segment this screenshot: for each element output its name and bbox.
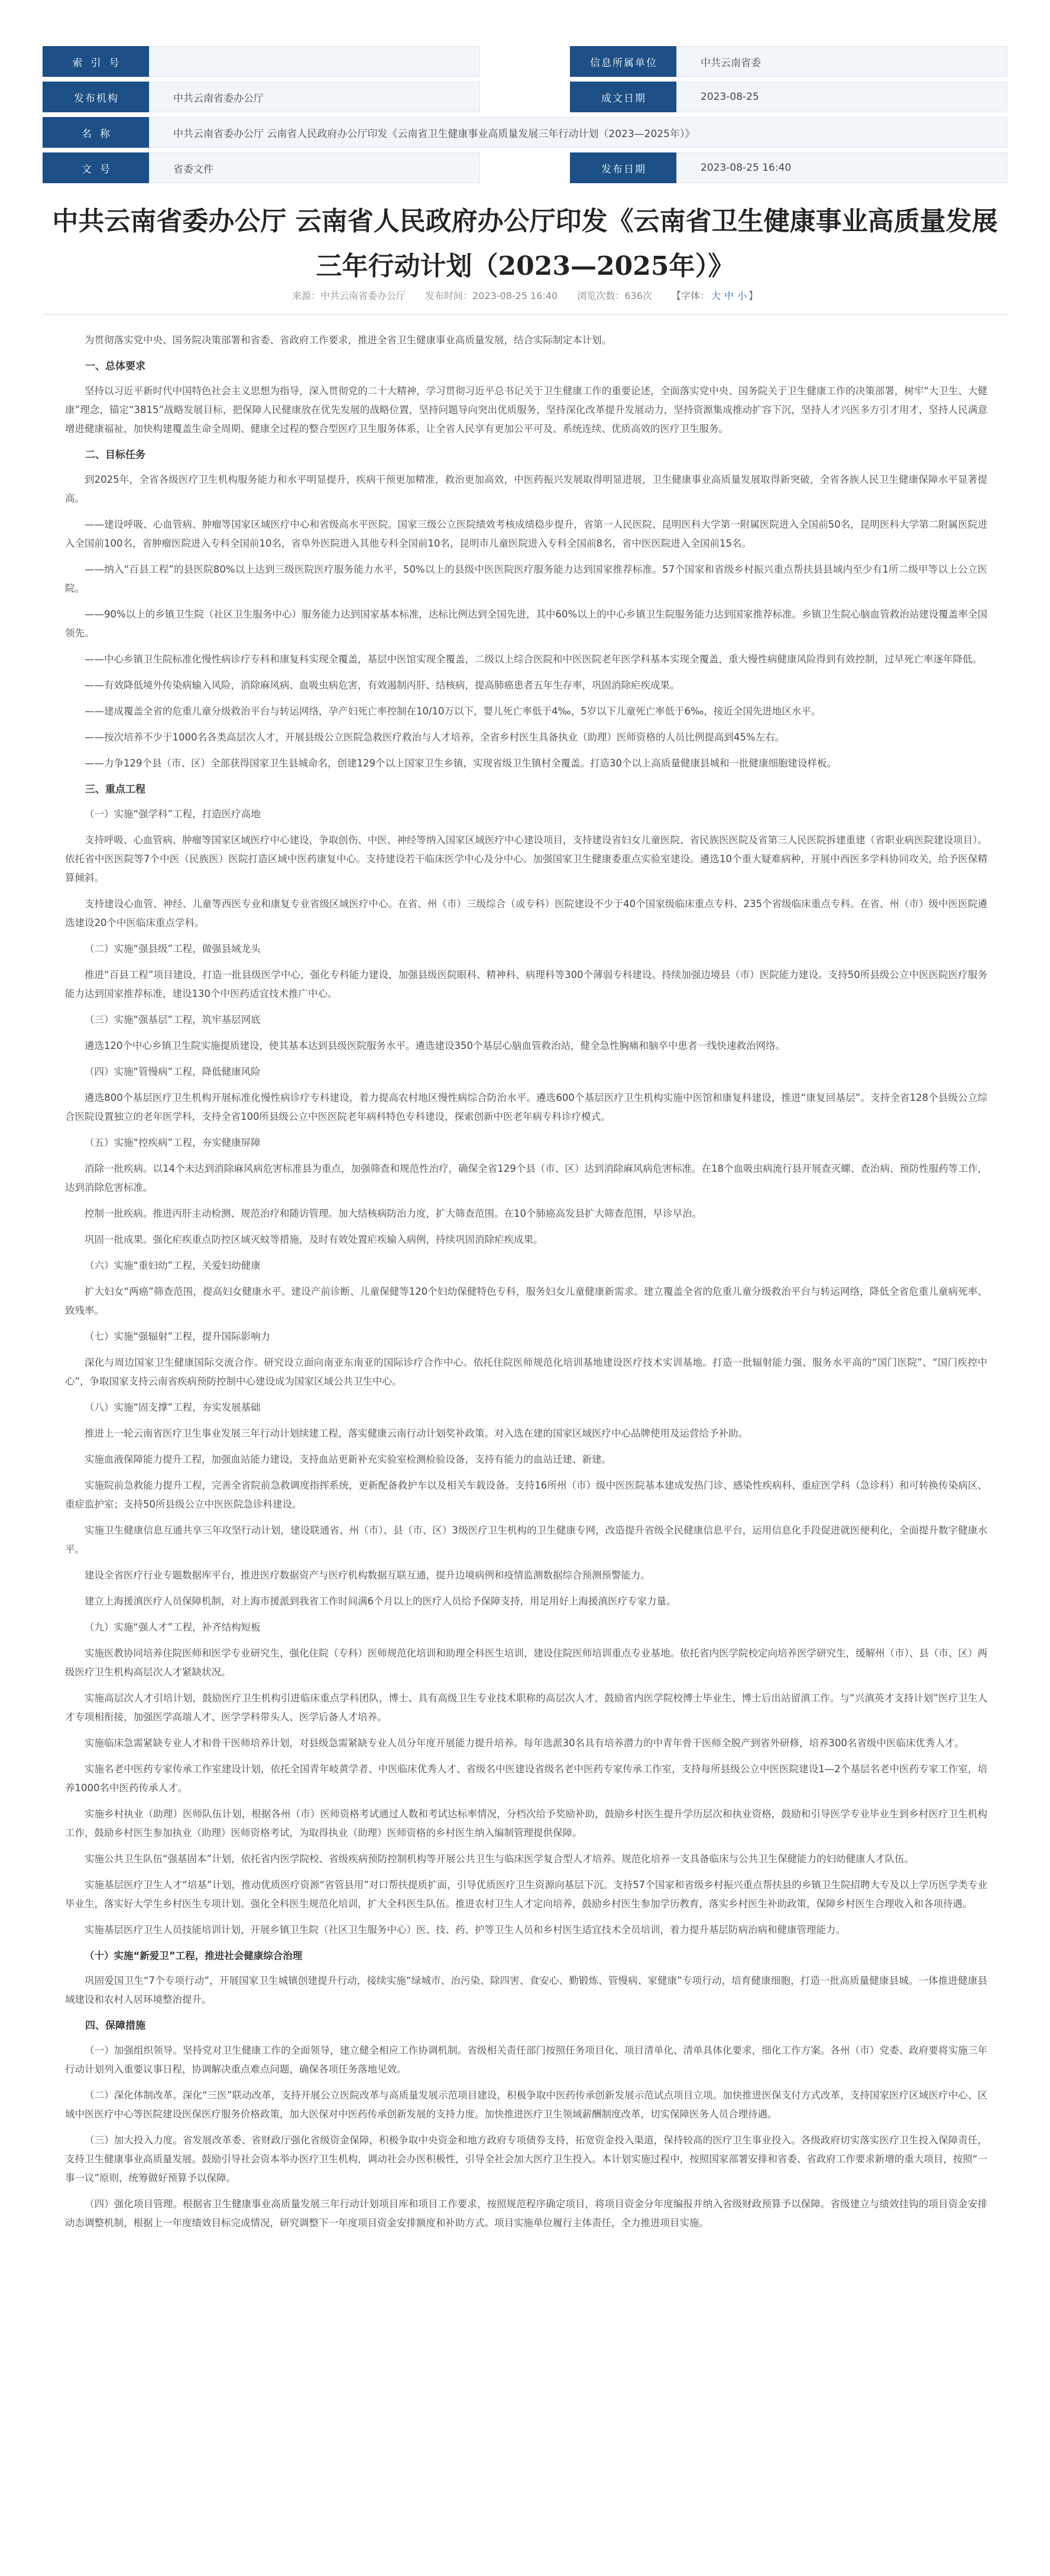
- body-paragraph: ——按次培养不少于1000名各类高层次人才，开展县级公立医院急救医疗救治与人才培养，全省乡村医生具备执业（助理）医师资格的人员比例提高到45%左右。: [85, 732, 785, 743]
- body-paragraph: 消除一批疾病。以14个未达到消除麻风病危害标准县为重点，加强筛查和规范性治疗，确保全省129个县（市、区）达到消除麻风病危害标准。在18个血吸虫病流行县开展查灭螺、查治病、预防性服药等工作，达到消除危害标准。: [65, 1163, 987, 1193]
- meta-row: [43, 82, 1007, 112]
- divider: [43, 314, 1007, 315]
- meta-row: [43, 152, 1007, 183]
- body-paragraph: ——有效降低境外传染病输入风险，消除麻风病、血吸虫病危害，有效遏制丙肝、结核病，提高肺癌患者五年生存率，巩固消除疟疾成果。: [85, 680, 680, 691]
- section-heading: 三、重点工程: [85, 784, 145, 795]
- body-paragraph: ——建设呼吸、心血管病、肿瘤等国家区域医疗中心和省级高水平医院。国家三级公立医院绩效考核成绩稳步提升，省第一人民医院、昆明医科大学第一附属医院进入全国前50名，昆明医科大学第二附属医院进入全国前100名，省肿瘤医院进入专科全国前10名，省阜外医院进入其他专科全国前10名，昆明市儿童医院进入专科全国前8名，省中医医院进入全国前15名。: [65, 519, 987, 549]
- subsection-heading: （二）实施“强县级”工程，做强县域龙头: [85, 943, 261, 954]
- subsection-heading-bold: （十）实施“新爱卫”工程，推进社会健康综合治理: [85, 1950, 303, 1961]
- article-publish-time: 发布时间：2023-08-25 16:40: [425, 290, 558, 301]
- body-paragraph: ——纳入“百县工程”的县医院80%以上达到三级医院医疗服务能力水平，50%以上的县级中医医院医疗服务能力达到国家推荐标准。57个国家和省级乡村振兴重点帮扶县县域内至少有1所二级甲等以上公立医院。: [65, 564, 987, 594]
- article-source: 来源：中共云南省委办公厅: [291, 290, 406, 301]
- body-paragraph: 到2025年，全省各级医疗卫生机构服务能力和水平明显提升，疾病干预更加精准，救治更加高效，中医药振兴发展取得明显进展，卫生健康事业高质量发展取得新突破，全省各族人民卫生健康保障水平显著提高。: [65, 474, 987, 504]
- font-size-end: 】: [748, 290, 759, 301]
- body-paragraph: ——90%以上的乡镇卫生院（社区卫生服务中心）服务能力达到国家基本标准，达标比例达到全国先进，其中60%以上的中心乡镇卫生院服务能力达到国家推荐标准。乡镇卫生院心脑血管救治站建设覆盖率全国领先。: [65, 609, 987, 639]
- subsection-heading: （六）实施“重妇幼”工程，关爱妇幼健康: [85, 1260, 261, 1271]
- body-paragraph: （四）强化项目管理。根据省卫生健康事业高质量发展三年行动计划项目库和项目工作要求，按照规范程序确定项目，将项目资金分年度编报并纳入省级财政预算予以保障。省级建立与绩效挂钩的项目资金安排动态调整机制，根据上一年度绩效目标完成情况，研究调整下一年度项目资金安排额度和补助方式。项目实施单位履行主体责任，全力推进项目实施。: [65, 2198, 987, 2229]
- subsection-heading: （三）实施“强基层”工程，筑牢基层网底: [85, 1014, 261, 1025]
- document-meta-table: [43, 46, 1007, 188]
- body-paragraph: 巩固一批成果。强化疟疾重点防控区域灭蚊等措施，及时有效处置疟疾输入病例，持续巩固消除疟疾成果。: [85, 1234, 543, 1245]
- body-paragraph: （三）加大投入力度。省发展改革委、省财政厅强化省级资金保障，积极争取中央资金和地方政府专项债券支持，拓宽资金投入渠道，保持较高的医疗卫生事业投入。各级政府切实落实医疗卫生投入保障责任，支持卫生健康事业高质量发展。鼓励引导社会资本举办医疗卫生机构，调动社会办医积极性，引导全社会加大医疗卫生投入。本计划实施过程中，按照国家部署安排和省委、省政府工作要求新增的重大项目，按照“一事一议”原则，统筹做好预算予以保障。: [65, 2135, 987, 2184]
- font-size-switcher: [672, 290, 758, 301]
- body-paragraph: 实施临床急需紧缺专业人才和骨干医师培养计划，对县级急需紧缺专业人员分年度开展能力提升培养。每年选派30名具有培养潜力的中青年骨干医师全脱产到省外研修，培养300名省级中医临床优秀人才。: [85, 1737, 964, 1749]
- body-paragraph: 实施公共卫生队伍“强基固本”计划，依托省内医学院校、省级疾病预防控制机构等开展公共卫生与临床医学复合型人才培养。规范化培养一支具备临床与公共卫生保健能力的妇幼健康人才队伍。: [85, 1853, 915, 1864]
- article-title: 中共云南省委办公厅 云南省人民政府办公厅印发《云南省卫生健康事业高质量发展三年行动计划（2023—2025年）》: [52, 206, 998, 282]
- body-paragraph: （一）加强组织领导。坚持党对卫生健康工作的全面领导，建立健全相应工作协调机制。省级相关责任部门按照任务项目化、项目清单化、清单具体化要求，细化工作方案。各州（市）党委、政府要将实施三年行动计划列入重要议事日程，协调解决重点难点问题，确保各项任务落地见效。: [65, 2045, 987, 2075]
- doc-number-label: 文号: [43, 152, 149, 183]
- body-paragraph: 实施医教协同培养住院医师和医学专业研究生，强化住院（专科）医师规范化培训和助理全科医生培训，建设住院医师培训重点专业基地。依托省内医学院校定向培养医学研究生，缓解州（市）、县（市、区）两级医疗卫生机构高层次人才紧缺状况。: [65, 1648, 987, 1678]
- body-paragraph: 推进上一轮云南省医疗卫生事业发展三年行动计划续建工程，落实健康云南行动计划奖补政策。对入选在建的国家区域医疗中心品牌使用及运营给予补助。: [85, 1428, 748, 1439]
- intro-paragraph: 为贯彻落实党中央、国务院决策部署和省委、省政府工作要求，推进全省卫生健康事业高质量发展，结合实际制定本计划。: [85, 334, 611, 346]
- article-info-bar: [43, 288, 1007, 302]
- article-view-count: 浏览次数：636次: [577, 290, 652, 301]
- body-paragraph: ——力争129个县（市、区）全部获得国家卫生县城命名，创建129个以上国家卫生乡镇，实现省级卫生镇村全覆盖。打造30个以上高质量健康县城和一批健康细胞建设样板。: [85, 758, 837, 769]
- body-paragraph: 实施院前急救能力提升工程，完善全省院前急救调度指挥系统，更新配备救护车以及相关车载设备。支持16所州（市）级中医医院基本建成发热门诊、感染性疾病科、重症医学科（急诊科）和可转换传染病区、重症监护室；支持50所县级公立中医医院急诊科建设。: [65, 1480, 987, 1510]
- index-number-label: 索引号: [43, 46, 149, 77]
- body-paragraph: 支持呼吸、心血管病、肿瘤等国家区域医疗中心建设，争取创伤、中医、神经等纳入国家区域医疗中心建设项目，支持建设省妇女儿童医院、省民族医医院及省第三人民医院拆建重建（省职业病医院建设项目）。依托省中医医院等7个中医（民族医）医院打造区域中医药康复中心。支持建设若干临床医学中心及分中心。加强国家卫生健康委重点实验室建设。遴选10个重大疑难病种，开展中西医多学科协同攻关，给予医保精算倾斜。: [65, 834, 987, 883]
- body-paragraph: 推进“百县工程”项目建设，打造一批县级医学中心，强化专科能力建设，加强县级医院眼科、精神科、病理科等300个薄弱专科建设。持续加强边境县（市）医院能力建设。支持50所县级公立中医医院医疗服务能力达到国家推荐标准，建设130个中医药适宜技术推广中心。: [65, 969, 987, 999]
- doc-number-value: 省委文件: [149, 152, 480, 183]
- body-paragraph: 实施乡村执业（助理）医师队伍计划，根据各州（市）医师资格考试通过人数和考试达标率情况，分档次给予奖励补助，鼓励乡村医生提升学历层次和执业资格，鼓励和引导医学专业毕业生到乡村医疗卫生机构工作，鼓励乡村医生参加执业（助理）医师资格考试，为取得执业（助理）医师资格的乡村医生纳入编制管理提供保障。: [65, 1808, 987, 1838]
- subsection-heading: （七）实施“强辐射”工程，提升国际影响力: [85, 1331, 271, 1342]
- issuer-label: 发布机构: [43, 82, 149, 112]
- source-unit-label: 信息所属单位: [570, 46, 676, 77]
- doc-name-label: 名称: [43, 117, 149, 148]
- section-heading: 二、目标任务: [85, 449, 145, 461]
- body-paragraph: 建立上海援滇医疗人员保障机制，对上海市援派到我省工作时间满6个月以上的医疗人员给予保障支持，用足用好上海援滇医疗专家力量。: [85, 1596, 676, 1607]
- body-paragraph: 扩大妇女“两癌”筛查范围，提高妇女健康水平。建设产前诊断、儿童保健等120个妇幼保健特色专科，服务妇女儿童健康新需求。建立覆盖全省的危重儿童分级救治平台与转运网络，降低全省危重儿童病死率、致残率。: [65, 1286, 987, 1316]
- section-heading: 一、总体要求: [85, 360, 145, 372]
- font-size-large-link[interactable]: 大: [711, 290, 721, 301]
- meta-row: [43, 117, 1007, 148]
- body-paragraph: 实施名老中医药专家传承工作室建设计划，依托全国青年岐黄学者、中医临床优秀人才、省级名中医建设省级名老中医药专家传承工作室，支持每所县级公立中医医院建设1—2个基层名老中医药专家工作室，培养1000名中医药传承人才。: [65, 1763, 987, 1794]
- publish-date-label: 发布日期: [570, 152, 676, 183]
- written-date-label: 成文日期: [570, 82, 676, 112]
- font-size-small-link[interactable]: 小: [737, 290, 747, 301]
- subsection-heading: （四）实施“管慢病”工程，降低健康风险: [85, 1066, 261, 1077]
- font-size-label: 【字体：: [671, 290, 709, 301]
- source-unit-value: 中共云南省委: [676, 46, 1007, 77]
- subsection-heading: （五）实施“控疾病”工程，夯实健康屏障: [85, 1137, 261, 1148]
- publish-date-value: 2023-08-25 16:40: [676, 152, 1007, 183]
- doc-name-value: 中共云南省委办公厅 云南省人民政府办公厅印发《云南省卫生健康事业高质量发展三年行动计划（2023—2025年）》: [149, 117, 1007, 148]
- body-paragraph: 巩固爱国卫生“7个专项行动”，开展国家卫生城镇创建提升行动，接续实施“绿城市、治污染、除四害、食安心、勤锻炼、管慢病、家健康”专项行动，培育健康细胞，打造一批高质量健康县城。一体推进健康县域建设和农村人居环境整治提升。: [65, 1975, 987, 2005]
- body-paragraph: 深化与周边国家卫生健康国际交流合作。研究设立面向南亚东南亚的国际诊疗合作中心。依托住院医师规范化培训基地建设医疗技术实训基地。打造一批辐射能力强、服务水平高的“国门医院”、“国门疾控中心”，争取国家支持云南省疾病预防控制中心建设成为国家区域公共卫生中心。: [65, 1357, 987, 1387]
- subsection-heading: （一）实施“强学科”工程，打造医疗高地: [85, 808, 261, 820]
- body-paragraph: 实施基层医疗卫生人才“培基”计划，推动优质医疗资源“省管县用”对口帮扶提质扩面，引导优质医疗卫生资源向基层下沉。支持57个国家和省级乡村振兴重点帮扶县的乡镇卫生院招聘大专及以上学历医学类专业毕业生，落实好大学生乡村医生专项计划。强化全科医生规范化培训，扩大全科医生队伍。推进农村卫生人才定向培养，鼓励乡村医生参加学历教育，落实乡村医生补助政策，保障乡村医生合理收入和各项待遇。: [65, 1879, 987, 1909]
- article-body: [65, 331, 987, 2240]
- font-size-medium-link[interactable]: 中: [724, 290, 734, 301]
- written-date-value: 2023-08-25: [676, 82, 1007, 112]
- meta-row: [43, 46, 1007, 77]
- subsection-heading: （八）实施“固支撑”工程，夯实发展基础: [85, 1402, 261, 1413]
- body-paragraph: ——中心乡镇卫生院标准化慢性病诊疗专科和康复科实现全覆盖，基层中医馆实现全覆盖，二级以上综合医院和中医医院老年医学科基本实现全覆盖，重大慢性病健康风险得到有效控制，过早死亡率逐年降低。: [85, 654, 982, 665]
- body-paragraph: 实施基层医疗卫生人员技能培训计划，开展乡镇卫生院（社区卫生服务中心）医、技、药、护等卫生人员和乡村医生适宜技术全员培训，着力提升基层防病治病和健康管理能力。: [85, 1924, 845, 1935]
- index-number-value: [149, 46, 480, 77]
- body-paragraph: ——建成覆盖全省的危重儿童分级救治平台与转运网络，孕产妇死亡率控制在10/10万以下，婴儿死亡率低于4‰，5岁以下儿童死亡率低于6‰，接近全国先进地区水平。: [85, 706, 821, 717]
- section-heading: 四、保障措施: [85, 2020, 145, 2032]
- body-paragraph: 实施高层次人才引培计划，鼓励医疗卫生机构引进临床重点学科团队，博士、具有高级卫生专业技术职称的高层次人才，鼓励省内医学院校博士毕业生、博士后出站留滇工作。与“兴滇英才支持计划”医疗卫生人才专项相衔接，加强医学高端人才、医学学科带头人、医学后备人才培养。: [65, 1693, 987, 1723]
- body-paragraph: 实施卫生健康信息互通共享三年攻坚行动计划，建设联通省、州（市）、县（市、区）3级医疗卫生机构的卫生健康专网，改造提升省级全民健康信息平台，运用信息化手段促进就医便利化，全面提升数字健康水平。: [65, 1525, 987, 1555]
- body-paragraph: 支持建设心血管、神经、儿童等西医专业和康复专业省级区域医疗中心。在省、州（市）三级综合（或专科）医院建设不少于40个国家级临床重点专科、235个省级临床重点专科。在省、州（市）级中医医院遴选建设20个中医临床重点学科。: [65, 898, 987, 928]
- body-paragraph: 控制一批疾病。推进丙肝主动检测、规范治疗和随访管理。加大结核病防治力度，扩大筛查范围。在10个肺癌高发县扩大筛查范围，早诊早治。: [85, 1208, 702, 1219]
- body-paragraph: 建设全省医疗行业专题数据库平台，推进医疗数据资产与医疗机构数据互联互通，提升边境病例和疫情监测数据综合预测预警能力。: [85, 1570, 650, 1581]
- issuer-value: 中共云南省委办公厅: [149, 82, 480, 112]
- body-paragraph: （二）深化体制改革。深化“三医”联动改革，支持开展公立医院改革与高质量发展示范项目建设，积极争取中医药传承创新发展示范试点项目立项。加快推进医保支付方式改革，支持国家医疗区域医疗中心、区域中医医疗中心等医院建设医保医疗服务价格政策，加大医保对中医药传承创新发展的支持力度。加快推进医疗卫生领域薪酬制度改革，切实保障医务人员合理待遇。: [65, 2090, 987, 2120]
- body-paragraph: 遴选120个中心乡镇卫生院实施提质建设，使其基本达到县级医院服务水平。遴选建设350个基层心脑血管救治站，健全急性胸痛和脑卒中患者一线快速救治网络。: [85, 1040, 785, 1051]
- body-paragraph: 遴选800个基层医疗卫生机构开展标准化慢性病诊疗专科建设，着力提高农村地区慢性病综合防治水平。遴选600个基层医疗卫生机构实施中医馆和康复科建设，推进“康复回基层”。支持全省128个县级公立综合医院设置独立的老年医学科，支持全省100所县级公立中医医院老年病科特色专科建设，探索创新中医老年病专科诊疗模式。: [65, 1092, 987, 1122]
- body-paragraph: 坚持以习近平新时代中国特色社会主义思想为指导，深入贯彻党的二十大精神，学习贯彻习近平总书记关于卫生健康工作的重要论述，全面落实党中央、国务院关于卫生健康工作的决策部署，树牢“大卫生、大健康”理念，锚定“3815”战略发展目标，把保障人民健康放在优先发展的战略位置，坚持问题导向突出优质服务，坚持深化改革提升发展动力，坚持资源集成推动扩容下沉，坚持人才兴医多方引才用才，坚持人民满意增进健康福祉，加快构建覆盖生命全周期、健康全过程的整合型医疗卫生服务体系，让全省人民享有更加公平可及、系统连续、优质高效的医疗卫生服务。: [65, 385, 987, 434]
- subsection-heading: （九）实施“强人才”工程，补齐结构短板: [85, 1622, 261, 1633]
- body-paragraph: 实施血液保障能力提升工程，加强血站能力建设，支持血站更新补充实验室检测检验设备，支持有能力的血站迁建、新建。: [85, 1454, 611, 1465]
